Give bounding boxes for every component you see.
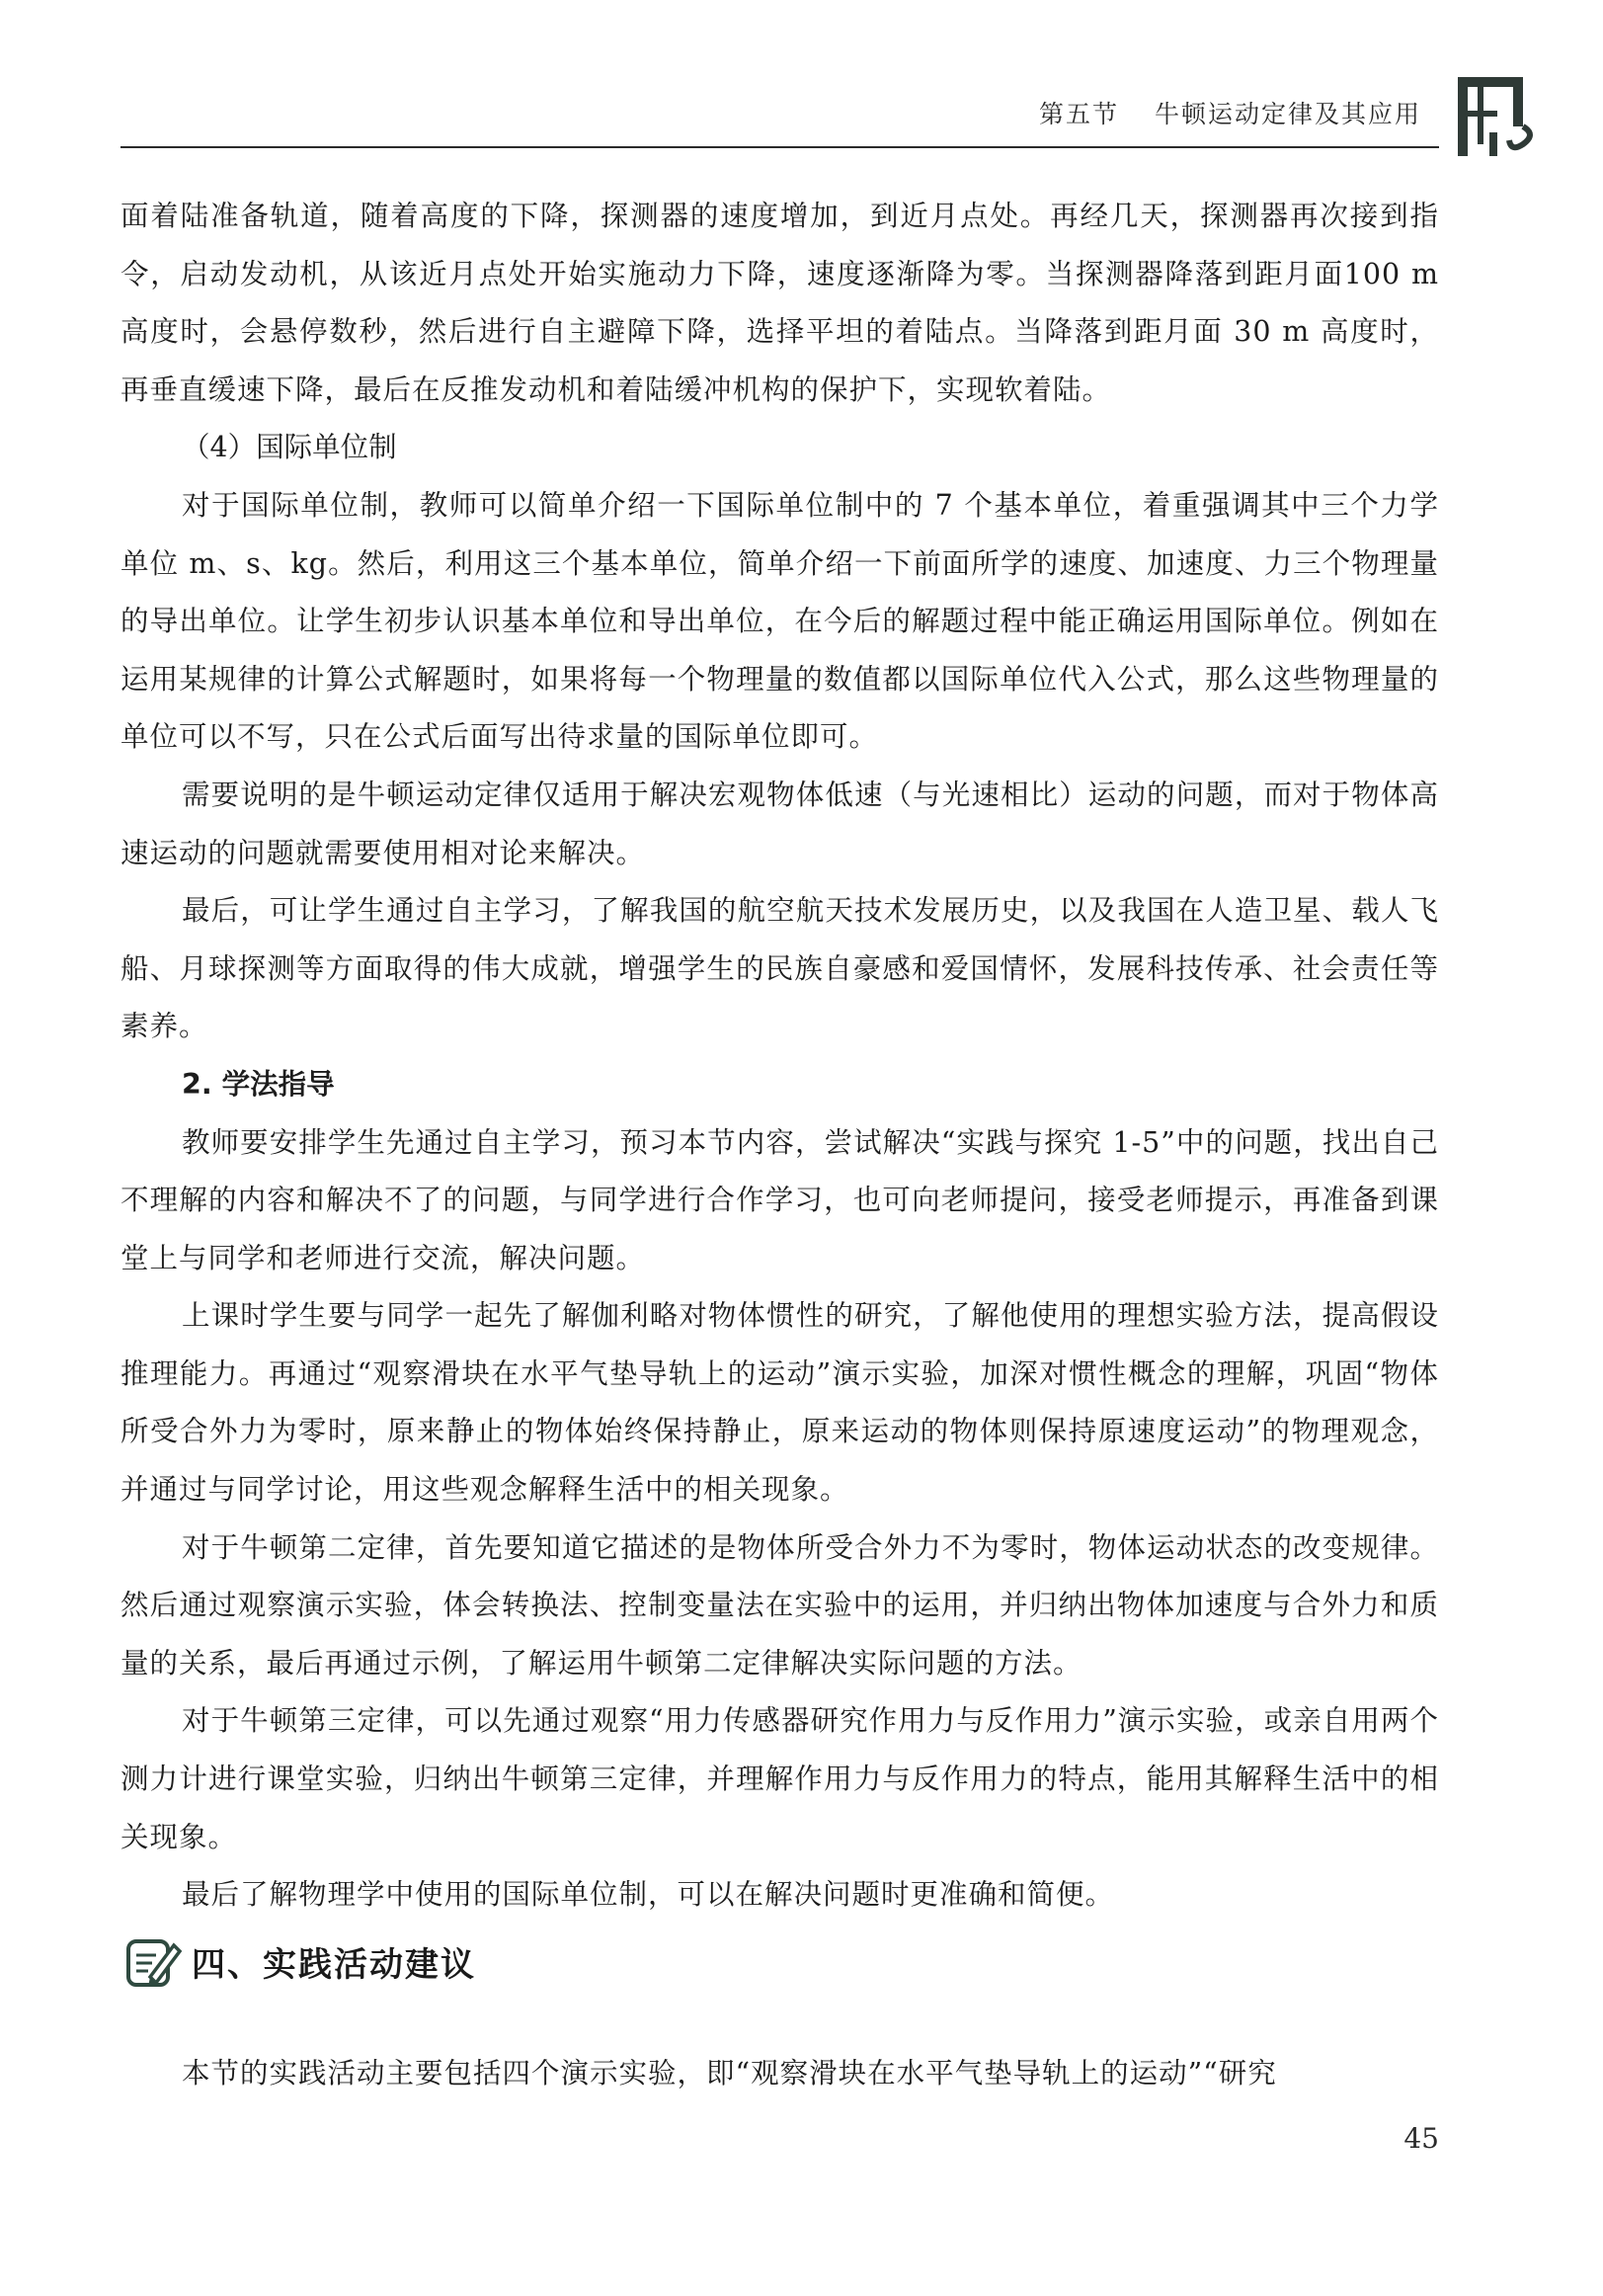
section-label: 第五节: [1038, 100, 1119, 128]
paragraph: 上课时学生要与同学一起先了解伽利略对物体惯性的研究，了解他使用的理想实验方法，提高假设推理能力。再通过“观察滑块在水平气垫导轨上的运动”演示实验，加深对惯性概念的理解，巩固“物体所受合外力为零时，原来静止的物体始终保持静止，原来运动的物体则保持原速度运动”的物理观念，并通过与同学讨论，用这些观念解释生活中的相关现象。: [120, 1299, 1439, 1507]
paragraph: 本节的实践活动主要包括四个演示实验，即“观察滑块在水平气垫导轨上的运动”“研究: [182, 2057, 1277, 2090]
page-header: [120, 87, 1439, 148]
paragraph: 面着陆准备轨道，随着高度的下降，探测器的速度增加，到近月点处。再经几天，探测器再次接到指令，启动发动机，从该近月点处开始实施动力下降，速度逐渐降为零。当探测器降落到距月面100 m 高度时，会悬停数秒，然后进行自主避障下降，选择平坦的着陆点。当降落到距月面 30 m 高度时，再垂直缓速下降，最后在反推发动机和着陆缓冲机构的保护下，实现软着陆。: [120, 200, 1439, 406]
paragraph: 最后了解物理学中使用的国际单位制，可以在解决问题时更准确和简便。: [182, 1878, 1115, 1912]
paragraph: 需要说明的是牛顿运动定律仅适用于解决宏观物体低速（与光速相比）运动的问题，而对于物体高速运动的问题就需要使用相对论来解决。: [120, 778, 1439, 869]
section-heading: [120, 1927, 476, 1996]
paragraph: 最后，可让学生通过自主学习，了解我国的航空航天技术发展历史，以及我国在人造卫星、载人飞船、月球探测等方面取得的伟大成就，增强学生的民族自豪感和爱国情怀，发展科技传承、社会责任等素养。: [120, 894, 1439, 1043]
section-body: [120, 2045, 1439, 2103]
page-number: 45: [1403, 2122, 1439, 2155]
paragraph: 对于牛顿第三定律，可以先通过观察“用力传感器研究作用力与反作用力”演示实验，或亲自用两个测力计进行课堂实验，归纳出牛顿第三定律，并理解作用力与反作用力的特点，能用其解释生活中的相关现象。: [120, 1704, 1439, 1853]
running-head: [1039, 95, 1421, 130]
subheading-study-guide: 2. 学法指导: [182, 1067, 335, 1101]
section-title: 四、实践活动建议: [192, 1944, 476, 1985]
subheading-si-units: （4）国际单位制: [182, 431, 397, 464]
chapter-title: 牛顿运动定律及其应用: [1154, 100, 1421, 128]
paragraph: 对于国际单位制，教师可以简单介绍一下国际单位制中的 7 个基本单位，着重强调其中三个力学单位 m、s、kg。然后，利用这三个基本单位，简单介绍一下前面所学的速度、加速度、力三个物理量的导出单位。让学生初步认识基本单位和导出单位，在今后的解题过程中能正确运用国际单位。例如在运用某规律的计算公式解题时，如果将每一个物理量的数值都以国际单位代入公式，那么这些物理量的单位可以不写，只在公式后面写出待求量的国际单位即可。: [120, 488, 1439, 754]
paragraph: 对于牛顿第二定律，首先要知道它描述的是物体所受合外力不为零时，物体运动状态的改变规律。然后通过观察演示实验，体会转换法、控制变量法在实验中的运用，并归纳出物体加速度与合外力和质量的关系，最后再通过示例，了解运用牛顿第二定律解决实际问题的方法。: [120, 1530, 1439, 1680]
decorative-chapter-icon: [1454, 71, 1541, 162]
main-content: [120, 188, 1439, 1925]
pencil-notebook-icon: [120, 1929, 184, 1993]
paragraph: 教师要安排学生先通过自主学习，预习本节内容，尝试解决“实践与探究 1-5”中的问题，找出自己不理解的内容和解决不了的问题，与同学进行合作学习，也可向老师提问，接受老师提示，再准备到课堂上与同学和老师进行交流，解决问题。: [120, 1125, 1439, 1274]
